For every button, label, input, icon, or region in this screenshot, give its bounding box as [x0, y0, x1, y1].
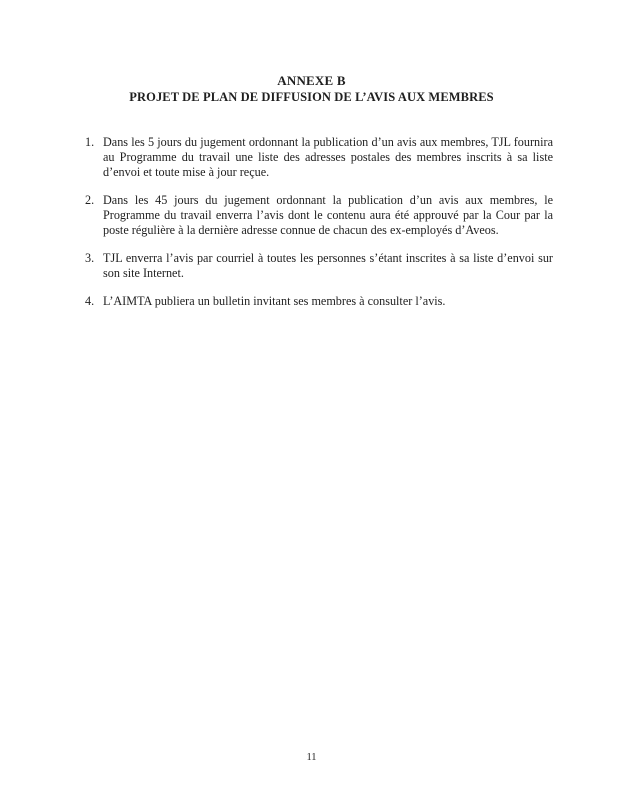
document-header: [0, 0, 623, 106]
list-item-1: [85, 135, 553, 180]
annex-subtitle: PROJET DE PLAN DE DIFFUSION DE L’AVIS AUX MEMBRES: [129, 90, 494, 104]
annex-title: ANNEXE B: [277, 73, 346, 88]
numbered-list: [85, 135, 553, 309]
list-item-4: [85, 294, 553, 309]
page-footer: [0, 751, 623, 764]
list-item-text: L’AIMTA publiera un bulletin invitant ses membres à consulter l’avis.: [103, 294, 446, 308]
page-number: 11: [306, 752, 317, 763]
list-item-number: 3.: [85, 251, 95, 265]
list-item-number: 1.: [85, 135, 95, 149]
list-item-text: Dans les 45 jours du jugement ordonnant la publication d’un avis aux membres, le Programme du travail enverra l’avis dont le contenu aura été approuvé par la Cour par la poste régulière à la dernière adresse connue de chacun des ex-employés d’Aveos.: [103, 193, 553, 237]
list-item-2: [85, 193, 553, 238]
list-item-text: TJL enverra l’avis par courriel à toutes les personnes s’étant inscrites à sa liste d’envoi sur son site Internet.: [103, 251, 553, 280]
list-item-number: 2.: [85, 193, 95, 207]
list-item-number: 4.: [85, 294, 95, 308]
list-item-3: [85, 251, 553, 281]
list-item-text: Dans les 5 jours du jugement ordonnant la publication d’un avis aux membres, TJL fournira au Programme du travail une liste des adresses postales des membres inscrits à sa liste d’envoi et toute mise à jour reçue.: [103, 135, 553, 179]
